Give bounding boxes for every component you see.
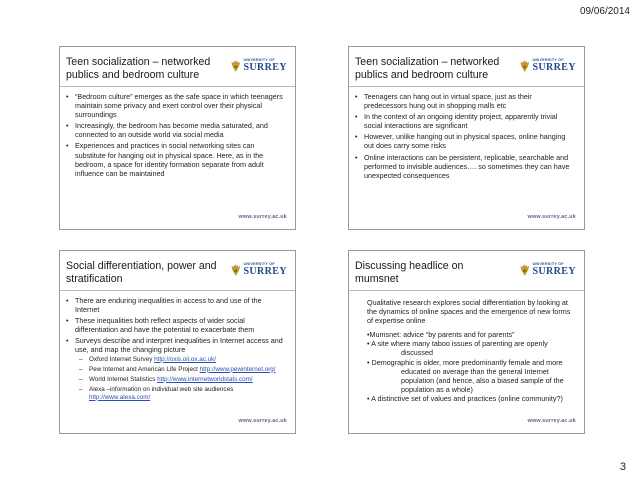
footer-url: www.surrey.ac.uk bbox=[527, 418, 576, 424]
bullet-text: Surveys describe and interpret inequalities in Internet access and use, and map the changing picture bbox=[75, 336, 283, 355]
slide-thumbnail-4 bbox=[348, 250, 585, 434]
bullet-item: • Experiences and practices in social networking sites can substitute for hanging out in physical space. Here, as in the bedroom, a space for identity formation separate from adult influence can be maintained bbox=[66, 141, 285, 177]
bullet-list bbox=[66, 296, 285, 402]
slide-thumbnail-1 bbox=[59, 46, 296, 230]
logo-big-text: SURREY bbox=[532, 265, 576, 277]
bullet-item: • Increasingly, the bedroom has become media saturated, and connected to an outside world via social media bbox=[66, 121, 285, 139]
source-label: World Internet Statistics bbox=[89, 375, 158, 383]
bullet-item: • These inequalities both reflect aspects of wider social differentiation and have the potential to exacerbate them bbox=[66, 316, 285, 334]
source-label: Oxford Internet Survey bbox=[89, 355, 155, 363]
source-link[interactable]: http://www.internetworldstats.com/ bbox=[157, 375, 253, 383]
university-logo bbox=[231, 261, 287, 279]
university-logo bbox=[520, 57, 576, 75]
logo-small-text: UNIVERSITY OF bbox=[243, 58, 275, 63]
intro-paragraph: Qualitative research explores social differentiation by looking at the dynamics of online spaces and the emergence of new forms of expertise online bbox=[367, 298, 571, 326]
bullet-item: • “Bedroom culture” emerges as the safe space in which teenagers maintain some privacy and exert control over their physical surroundings bbox=[66, 92, 285, 119]
bullet-list bbox=[355, 92, 574, 180]
stag-crest-icon bbox=[520, 262, 529, 278]
page-date: 09/06/2014 bbox=[579, 6, 630, 17]
source-link[interactable]: http://www.pewinternet.org/ bbox=[199, 365, 276, 373]
university-logo bbox=[520, 261, 576, 279]
bullet-item: • There are enduring inequalities in access to and use of the Internet bbox=[66, 296, 285, 314]
slide-title: Discussing headlice on mumsnet bbox=[355, 260, 464, 285]
logo-small-text: UNIVERSITY OF bbox=[532, 58, 564, 63]
sub-bullet-item bbox=[75, 366, 285, 374]
header-divider bbox=[349, 290, 584, 291]
bullet-item: • In the context of an ongoing identity project, apparently trivial social interactions are significant bbox=[355, 112, 574, 130]
header-divider bbox=[60, 86, 295, 87]
body-line: • Demographic is older, more predominantly female and more educated on average than the general Internet population (and hence, also a biased sample of the population as a whole) bbox=[367, 357, 564, 394]
stag-crest-icon bbox=[231, 262, 240, 278]
university-logo bbox=[231, 57, 287, 75]
slide-thumbnail-2 bbox=[348, 46, 585, 230]
stag-crest-icon bbox=[520, 58, 529, 74]
slide-body bbox=[66, 296, 285, 404]
footer-url: www.surrey.ac.uk bbox=[527, 214, 576, 220]
source-label: Alexa –information on individual web site audiences bbox=[89, 385, 234, 393]
slide-body bbox=[66, 92, 285, 180]
slide-title: Teen socialization – networked publics and bedroom culture bbox=[355, 56, 500, 81]
page-number: 3 bbox=[619, 461, 626, 473]
sub-bullet-item bbox=[75, 386, 285, 402]
sub-bullet-item bbox=[75, 356, 285, 364]
logo-small-text: UNIVERSITY OF bbox=[243, 262, 275, 267]
slide-thumbnail-3 bbox=[59, 250, 296, 434]
source-label: Pew Internet and American Life Project bbox=[89, 365, 200, 373]
logo-big-text: SURREY bbox=[243, 265, 287, 277]
slide-header bbox=[60, 47, 295, 87]
slide-title: Social differentiation, power and stratification bbox=[66, 260, 217, 285]
slide-body bbox=[367, 298, 576, 403]
logo-big-text: SURREY bbox=[243, 61, 287, 73]
logo-small-text: UNIVERSITY OF bbox=[532, 262, 564, 267]
body-line: •Mumsnet: advice “by parents and for parents” bbox=[367, 330, 515, 340]
slide-title: Teen socialization – networked publics and bedroom culture bbox=[66, 56, 211, 81]
bullet-item: • Online interactions can be persistent, replicable, searchable and performed to invisible audiences…. so sometimes they can have unexpected consequences bbox=[355, 153, 574, 180]
body-line: • A distinctive set of values and practices (online community?) bbox=[367, 393, 563, 403]
bullet-list bbox=[66, 92, 285, 178]
logo-big-text: SURREY bbox=[532, 61, 576, 73]
header-divider bbox=[349, 86, 584, 87]
source-link[interactable]: http://www.alexa.com/ bbox=[89, 393, 151, 401]
stag-crest-icon bbox=[231, 58, 240, 74]
bullet-item: • However, unlike hanging out in physical spaces, online hanging out does carry some risks bbox=[355, 132, 574, 150]
footer-url: www.surrey.ac.uk bbox=[238, 418, 287, 424]
sub-bullet-list bbox=[75, 356, 285, 402]
bullet-item: • Teenagers can hang out in virtual space, just as their predecessors hung out in shopping malls etc bbox=[355, 92, 574, 110]
slide-header bbox=[349, 47, 584, 87]
header-divider bbox=[60, 290, 295, 291]
source-link[interactable]: http://oxis.oii.ox.ac.uk/ bbox=[154, 355, 217, 363]
bullet-item bbox=[66, 336, 285, 401]
sub-bullet-item bbox=[75, 376, 285, 384]
slide-body bbox=[355, 92, 574, 182]
slide-header bbox=[349, 251, 584, 291]
footer-url: www.surrey.ac.uk bbox=[238, 214, 287, 220]
body-line: • A site where many taboo issues of parenting are openly discussed bbox=[367, 339, 548, 358]
slide-header bbox=[60, 251, 295, 291]
